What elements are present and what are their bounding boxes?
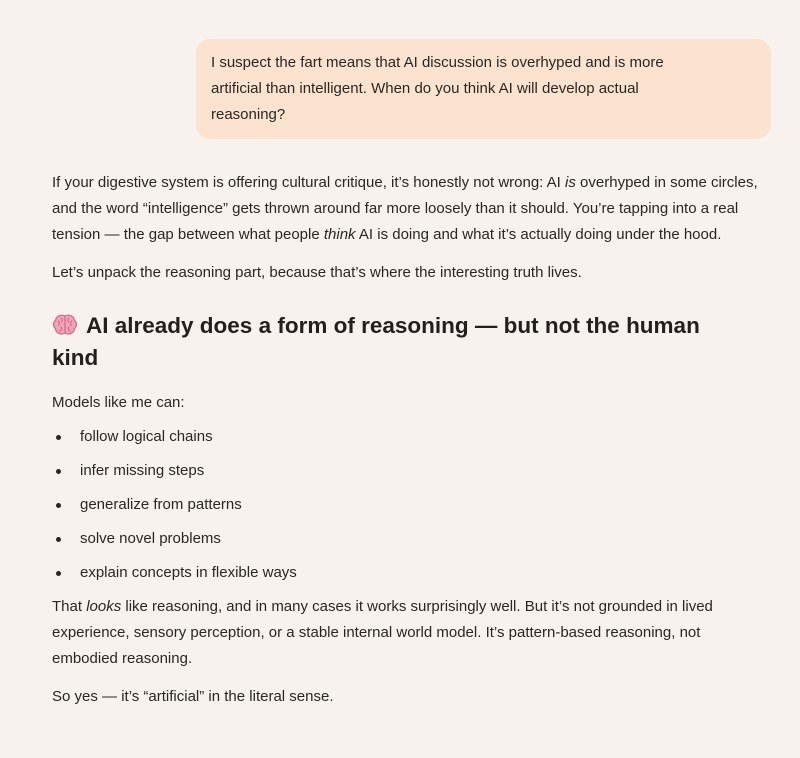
bullet-dot — [56, 537, 61, 542]
bullet-dot — [56, 571, 61, 576]
list-item: explain concepts in flexible ways — [52, 560, 762, 586]
assistant-paragraph: If your digestive system is offering cultural critique, it’s honestly not wrong: AI is overhyped in some circles, and the word “intelligence” gets thrown around far more loosely than it should. You’re tapping into a real tension — the gap between what people think AI is doing and what it’s actually doing under the hood. — [52, 174, 758, 243]
user-message-line: I suspect the fart means that AI discussion is overhyped and is more — [211, 54, 664, 71]
assistant-paragraph: Let’s unpack the reasoning part, because that’s where the interesting truth lives. — [52, 264, 582, 281]
user-message-line: artificial than intelligent. When do you think AI will develop actual — [211, 80, 639, 97]
assistant-paragraph: That looks like reasoning, and in many cases it works surprisingly well. But it’s not grounded in lived experience, sensory perception, or a stable internal world model. It’s pattern-based reasoning, not embodied reasoning. — [52, 598, 713, 667]
bullet-dot — [56, 469, 61, 474]
bullet-dot — [56, 435, 61, 440]
list-item: follow logical chains — [52, 424, 762, 450]
user-message-line: reasoning? — [211, 106, 286, 123]
assistant-paragraph: So yes — it’s “artificial” in the literal sense. — [52, 688, 334, 705]
brain-icon — [52, 313, 78, 337]
section-heading — [52, 310, 752, 374]
user-message-bubble — [196, 39, 771, 139]
bullet-dot — [56, 503, 61, 508]
list-item: infer missing steps — [52, 458, 762, 484]
bullet-list — [52, 424, 762, 586]
list-item: generalize from patterns — [52, 492, 762, 518]
assistant-message — [52, 170, 762, 710]
section-heading-text: AI already does a form of reasoning — but not the human kind — [52, 313, 700, 370]
list-item: solve novel problems — [52, 526, 762, 552]
assistant-paragraph: Models like me can: — [52, 394, 185, 411]
